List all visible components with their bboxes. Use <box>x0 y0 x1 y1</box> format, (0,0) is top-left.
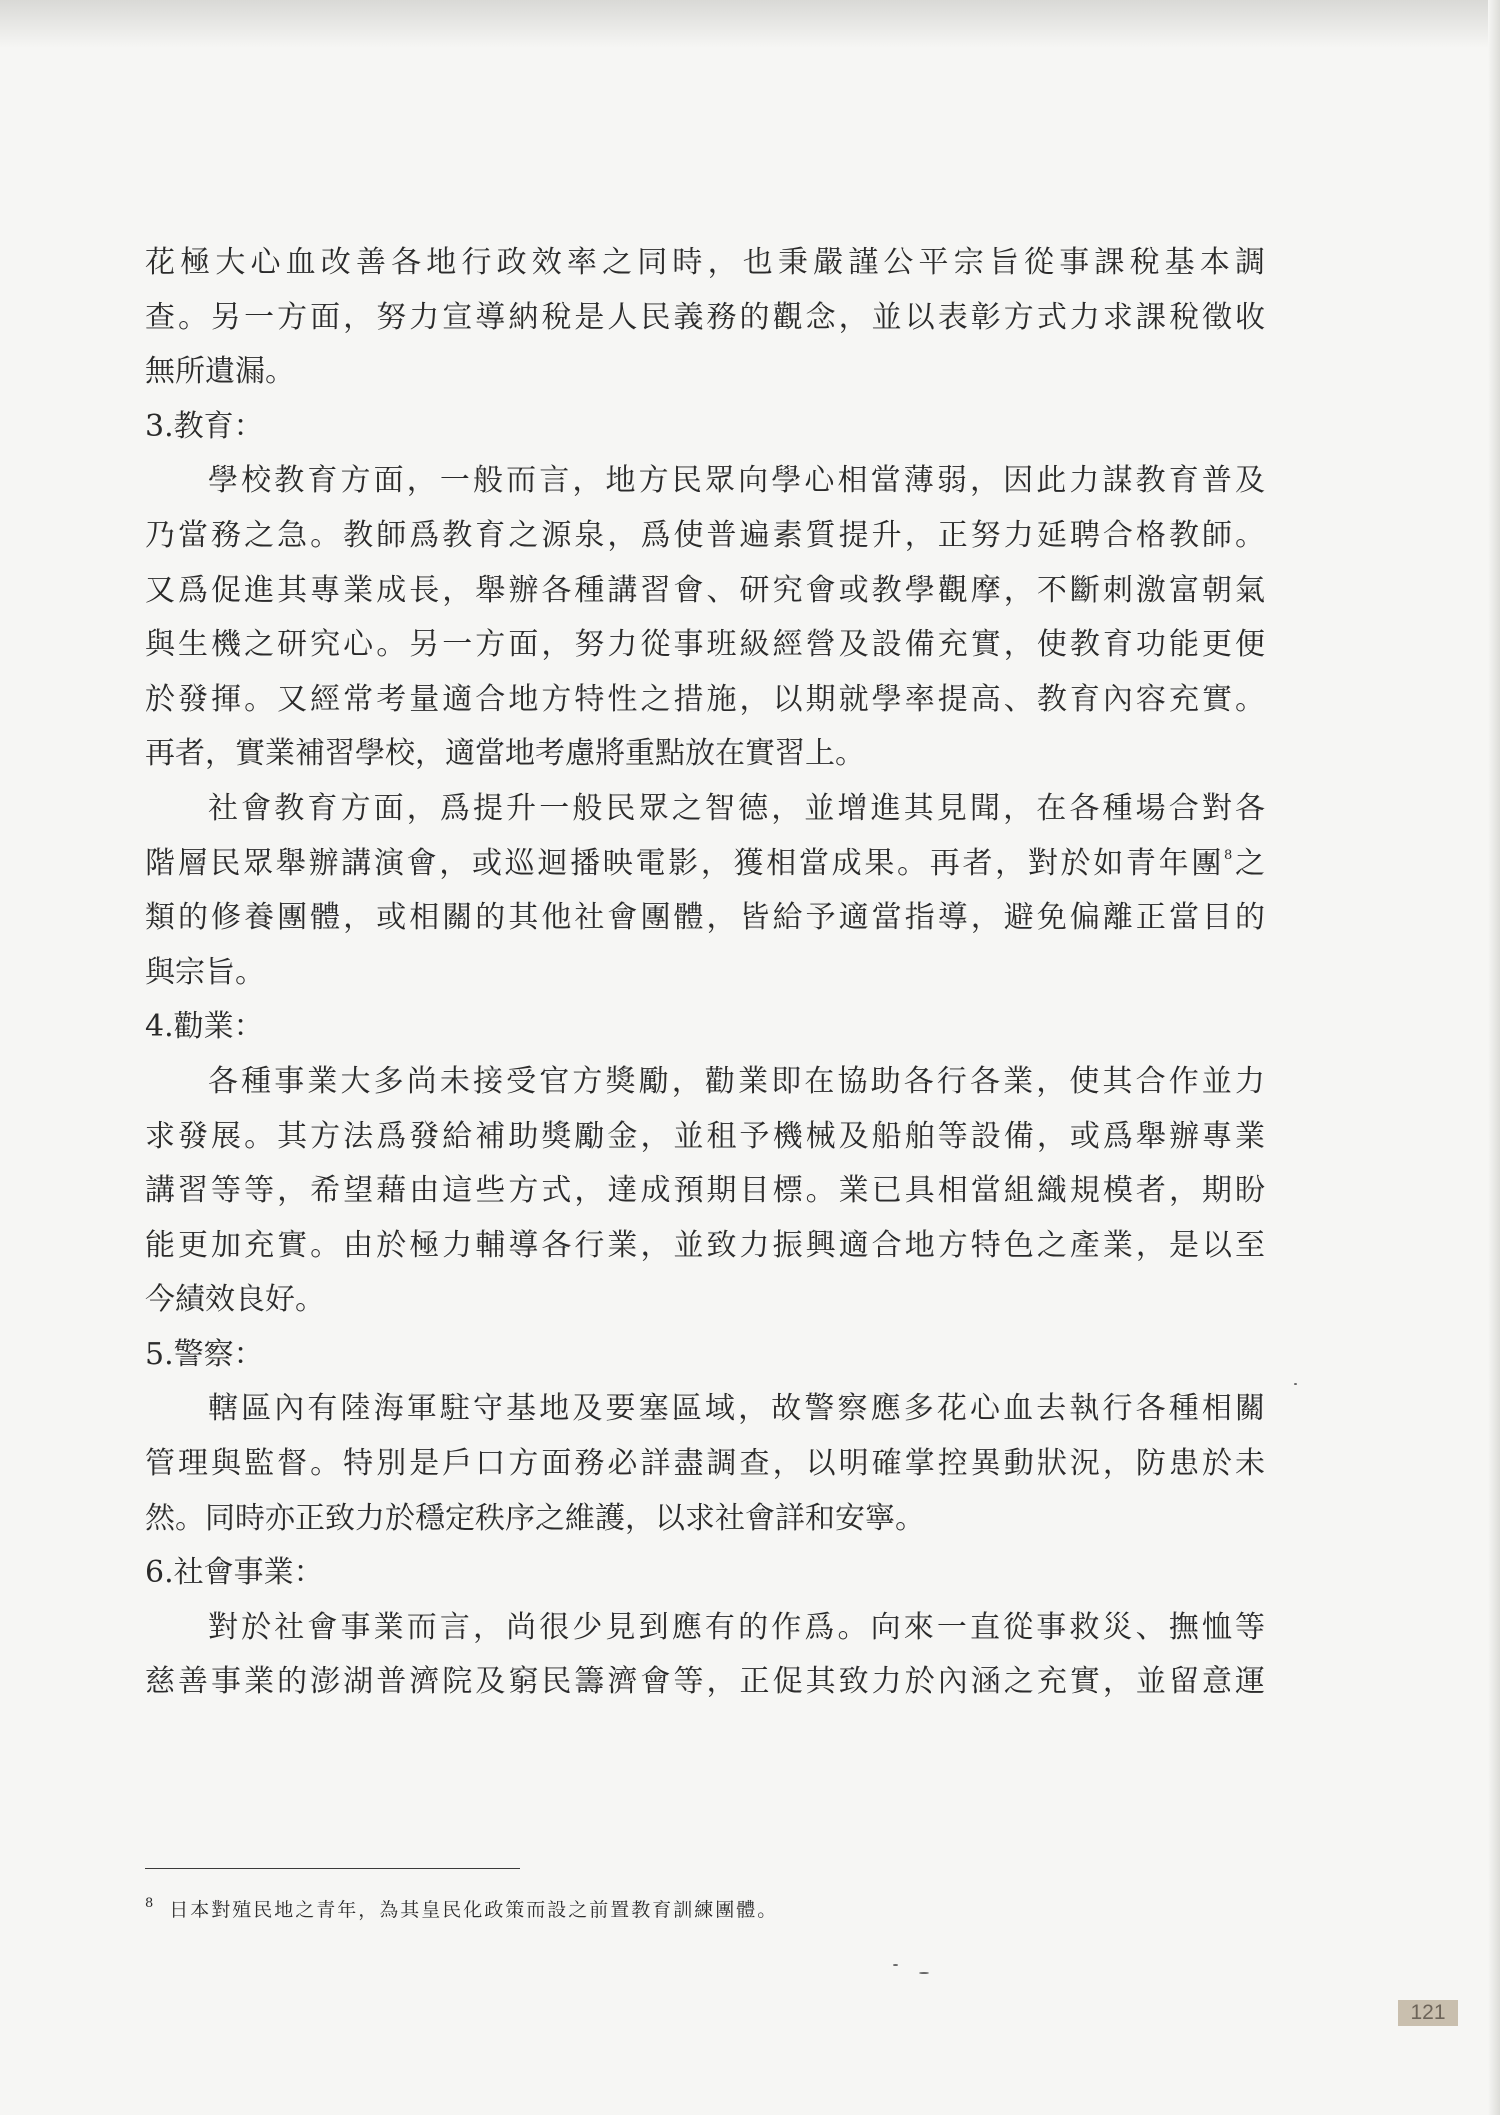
text-line: 轄區內有陸海軍駐守基地及要塞區域，故警察應多花心血去執行各種相關 <box>208 1391 1265 1427</box>
body-text <box>145 236 1265 1710</box>
text-segment: 階層民眾舉辦講演會，或巡迴播映電影，獲相當成果。再者，對於如青年團 <box>145 845 1225 881</box>
page-number: 121 <box>1398 2000 1458 2026</box>
text-line-with-footnote <box>145 837 1265 892</box>
text-line: 今績效良好。 <box>145 1282 325 1318</box>
footnote-reference[interactable]: 8 <box>1224 847 1233 863</box>
scan-speck <box>919 1972 929 1974</box>
text-line: 講習等等，希望藉由這些方式，達成預期目標。業已具相當組織規模者，期盼 <box>145 1173 1265 1209</box>
text-line: 與宗旨。 <box>145 954 265 990</box>
text-line: 管理與監督。特別是戶口方面務必詳盡調查，以明確掌控異動狀況，防患於未 <box>145 1446 1265 1482</box>
text-line: 求發展。其方法爲發給補助獎勵金，並租予機械及船舶等設備，或爲舉辦專業 <box>145 1118 1265 1154</box>
text-line: 花極大心血改善各地行政效率之同時，也秉嚴謹公平宗旨從事課稅基本調 <box>145 245 1265 280</box>
section-heading-police: 5.警察： <box>145 1336 264 1372</box>
section-heading-social-affairs: 6.社會事業： <box>145 1555 324 1591</box>
text-segment: 之 <box>1232 845 1266 881</box>
footnote <box>145 1895 778 1922</box>
footnote-divider <box>145 1868 520 1869</box>
section-heading-industry: 4.勸業： <box>145 1009 264 1045</box>
footnote-marker: 8 <box>145 1896 156 1911</box>
text-line: 查。另一方面，努力宣導納稅是人民義務的觀念，並以表彰方式力求課稅徵收 <box>145 299 1265 335</box>
text-line: 於發揮。又經常考量適合地方特性之措施，以期就學率提高、教育內容充實。 <box>145 681 1265 717</box>
scan-speck <box>1294 1383 1297 1385</box>
text-line: 然。同時亦正致力於穩定秩序之維護，以求社會詳和安寧。 <box>145 1500 925 1536</box>
text-line: 慈善事業的澎湖普濟院及窮民籌濟會等，正促其致力於內涵之充實，並留意運 <box>145 1664 1265 1700</box>
text-line: 學校教育方面，一般而言，地方民眾向學心相當薄弱，因此力謀教育普及 <box>208 463 1265 499</box>
text-line: 各種事業大多尚未接受官方獎勵，勸業即在協助各行各業，使其合作並力 <box>208 1063 1265 1099</box>
scan-speck <box>893 1964 898 1966</box>
page-right-edge <box>1488 0 1500 2115</box>
text-line: 類的修養團體，或相關的其他社會團體，皆給予適當指導，避免偏離正當目的 <box>145 900 1265 936</box>
text-line: 乃當務之急。教師爲教育之源泉，爲使普遍素質提升，正努力延聘合格教師。 <box>145 517 1265 553</box>
text-line: 又爲促進其專業成長，舉辦各種講習會、研究會或教學觀摩，不斷刺激富朝氣 <box>145 572 1265 608</box>
text-line: 再者，實業補習學校，適當地考慮將重點放在實習上。 <box>145 736 865 772</box>
footnote-text: 日本對殖民地之青年，為其皇民化政策而設之前置教育訓練團體。 <box>169 1899 779 1921</box>
section-heading-education: 3.教育： <box>145 408 264 444</box>
text-line: 能更加充實。由於極力輔導各行業，並致力振興適合地方特色之產業，是以至 <box>145 1227 1265 1263</box>
text-line: 對於社會事業而言，尚很少見到應有的作爲。向來一直從事救災、撫恤等 <box>208 1609 1265 1645</box>
text-line: 與生機之研究心。另一方面，努力從事班級經營及設備充實，使教育功能更便 <box>145 627 1265 663</box>
text-line: 無所遺漏。 <box>145 354 295 390</box>
page-top-shadow <box>0 0 1500 48</box>
text-line: 社會教育方面，爲提升一般民眾之智德，並增進其見聞，在各種場合對各 <box>208 790 1265 826</box>
